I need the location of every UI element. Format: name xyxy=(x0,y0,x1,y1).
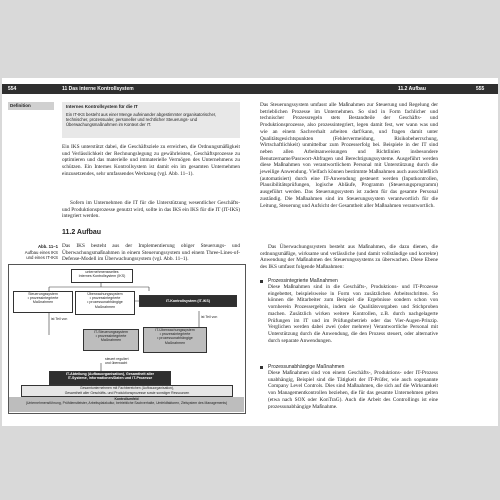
figure-caption: Aufbau eines IKS und eines IT-IKS xyxy=(24,250,58,261)
figure-label: Abb. 11–1 xyxy=(37,244,58,249)
bullet-square-icon xyxy=(260,280,263,283)
right-page xyxy=(250,78,498,426)
definition-label: Definition xyxy=(8,102,54,110)
left-paragraph-3: Das IKS besteht aus der Implementierung obiger Steuerungs- und Überwachungsmaßnahmen in einem Steuerungssystem und einem Three-Lines-of-Defense-Modell im Überwachungssystem (vgl. Abb. 11–1). xyxy=(62,243,240,263)
kontrollumfeld-text: (Unternehmensführung, Prüfdienstleister, Arbeitsplatzkultur, betriebliche Sachverhalte, Umfeldfaktoren, Zielsystem des Managements) xyxy=(25,401,228,406)
bullet-2 xyxy=(260,364,438,410)
kontrollumfeld-label: Kontrollumfeld xyxy=(114,397,139,401)
it-abteilung-box: IT-Abteilung (Aufbauorganisation), Gesamtheit aller IT-Systeme, Informationen/Daten und IT-Prozesse xyxy=(49,371,171,385)
definition-body: Ein IT-IKS besteht aus einer Menge aufeinander abgestimmter organisatorischer, technischer, prozessualer, personeller und rechtlicher Steuerungs- und Überwachungsmaßnahmen im Kontext der IT. xyxy=(66,112,217,128)
definition-title: Internes Kontrollsystem für die IT xyxy=(66,104,138,109)
left-chapter-title: 11 Das interne Kontrollsystem xyxy=(62,86,134,92)
left-page xyxy=(2,78,250,426)
iks-diagram xyxy=(8,264,246,414)
steuerungssystem-box: Steuerungssystem • prozessintegrierte Maßnahmen xyxy=(13,291,73,313)
bullet-1 xyxy=(260,278,438,344)
kontrollumfeld-box xyxy=(9,397,244,412)
teil-von-label-2: ist Teil von xyxy=(201,315,218,319)
right-chapter-title: 11.2 Aufbau xyxy=(398,86,426,92)
right-paragraph-2: Das Überwachungssystem besteht aus Maßnahmen, die dazu dienen, die ordnungsmäßige, wirksame und verlässliche (und damit vollständige und korrekte) Anwendung der Maßnahmen des Steuerungssystems zu überwachen. Diese Ebene des IKS umfasst folgende Maßnahmen: xyxy=(260,244,438,271)
it-steuerungssystem-box: IT-Steuerungssystem • prozessintegrierte Maßnahmen xyxy=(83,329,139,351)
section-heading: 11.2 Aufbau xyxy=(62,229,102,236)
iks-top-box: unternehmensweites Internes Kontrollsystem (IKS) xyxy=(71,269,133,283)
bullet-1-title: Prozessintegrierte Maßnahmen xyxy=(268,278,338,284)
right-page-number: 555 xyxy=(476,86,485,92)
left-page-number: 554 xyxy=(8,86,17,92)
right-page-header xyxy=(250,84,498,94)
bullet-2-body: Diese Maßnahmen sind von einem Geschäfts-, Produktions- oder IT-Prozess unabhängig, Beispiel sind die Tätigkeit der IT-Prüfer, wie auch sogenannte Company Level Controls. Dies sind Maßnahmen, die sich auf die Wirksamkeit von Managementkontrollen beziehen, die für das gesamte Unternehmen gelten (etwa nach SOX oder KonTraG). Auch die Arbeit des Controllings ist eine prozessunabhängige Maßnahme. xyxy=(268,370,438,410)
bullet-2-title: Prozessunabhängige Maßnahmen xyxy=(268,364,345,370)
it-iks-box: IT-Kontrollsystem (IT-IKS) xyxy=(139,295,237,307)
teil-von-label-1: ist Teil von xyxy=(51,317,68,321)
right-paragraph-1: Das Steuerungssystem umfasst alle Maßnahmen zur Steuerung und Regelung der betrieblichen Prozesse im Unternehmen. So sind in Form fachlicher und technischer Prozessregeln stets Bestandteile der Geschäfts- und Produktionsprozesse, also prozessintegriert, legen damit fest, wer wann was und wie an einem Sachverhalt arbeiten darf/kann, und fragen damit unter Qualitätsgesichtspunkten (Fehlervermeidung, Risikobeherrschung, Wirtschaftlichkeit) unmittelbar zum Prozesserfolg bei. Beispiele in der IT sind neben allen Arbeitsanweisungen und Richtlinien insbesondere Benutzername/Passwort-Abfragen und Berechtigungssysteme. Ausgeführt werden diese Maßnahmen von verantwortlichem Personal mit Unterstützung durch die jeweilige Anwendung. Vielfach können bestimmte Maßnahmen auch ausschließlich (automatisiert) durch eine IT-Anwendung gesteuert werden (Inputkontrollen, Plausibilitätsprüfungen, logische Abläufe, Programm (Steuerungsprogramm) ausgeführt werden. Das Steuerungssystem ist zudem für das gesamte Personal zuständig. Die Maßnahmen sind im Steuerungssystem verantwortlich für die Leitung, Steuerung und Aufsicht der Gesamtheit aller Maßnahmen verantwortlich. xyxy=(260,102,438,209)
bullet-1-body: Diese Maßnahmen sind in die Geschäfts-, Produktions- und IT-Prozesse eingebettet, beispielsweise in Form von zusätzlichen Arbeitsschritten. So können die Mitarbeiter zum Beispiel die Ergebnisse sondern schon von vornherein Prozessergebnis, indem sie Qualitätsvorgaben und Stichproben machen. Zusätzlich wirken weitere Kontrollen, z.B. durch nachgelagerte Prüfungen im IT und im Prüfungsbetrieb oder das Vier-Augen-Prinzip. Verglichen werden dabei zwei (oder mehrere) Verantwortliche Personal mit Unterstützung durch die Anwendung, die den Prozess steuert, oder alternative durch separate Anwendungen. xyxy=(268,284,438,344)
it-ueberwachungssystem-box: IT-Überwachungssystem • prozessintegrierte • prozessunabhängige Maßnahmen xyxy=(143,327,207,353)
left-paragraph-2: Sofern im Unternehmen die IT für die Unterstützung wesentlicher Geschäfts- und Produktionsprozesse genutzt wird, sollte in das IKS ein IKS für die IT (IT-IKS) integriert werden. xyxy=(62,200,240,220)
bullet-square-icon xyxy=(260,366,263,369)
left-paragraph-1: Ein IKS unterstützt dabei, die Geschäftsziele zu erreichen, die Ordnungsmäßigkeit und Verlässlichkeit der Rechnungslegung zu gewährleisten, Geschäftsprozesse zu optimieren und das materielle und immaterielle Vermögen des Unternehmens zu schützen. Ein Internes Kontrollsystem ist damit ein im gesamten Unternehmen einzusetzendes, sehr umfassendes Werkzeug (vgl. Abb. 11–1). xyxy=(62,144,240,177)
definition-box xyxy=(62,102,240,138)
steuert-label: steuert reguliert und überwacht xyxy=(105,357,129,365)
gesamtunternehmen-box: Gesamtunternehmen mit Fachbereichen (Aufbauorganisation), Gesamtheit aller Geschäfts- und Produktionsprozesse sowie sonstiger Ressourcen xyxy=(21,385,233,397)
left-page-header xyxy=(2,84,250,94)
ueberwachungssystem-box: Überwachungssystem • prozessintegrierte • prozessunabhängige Maßnahmen xyxy=(75,291,135,315)
